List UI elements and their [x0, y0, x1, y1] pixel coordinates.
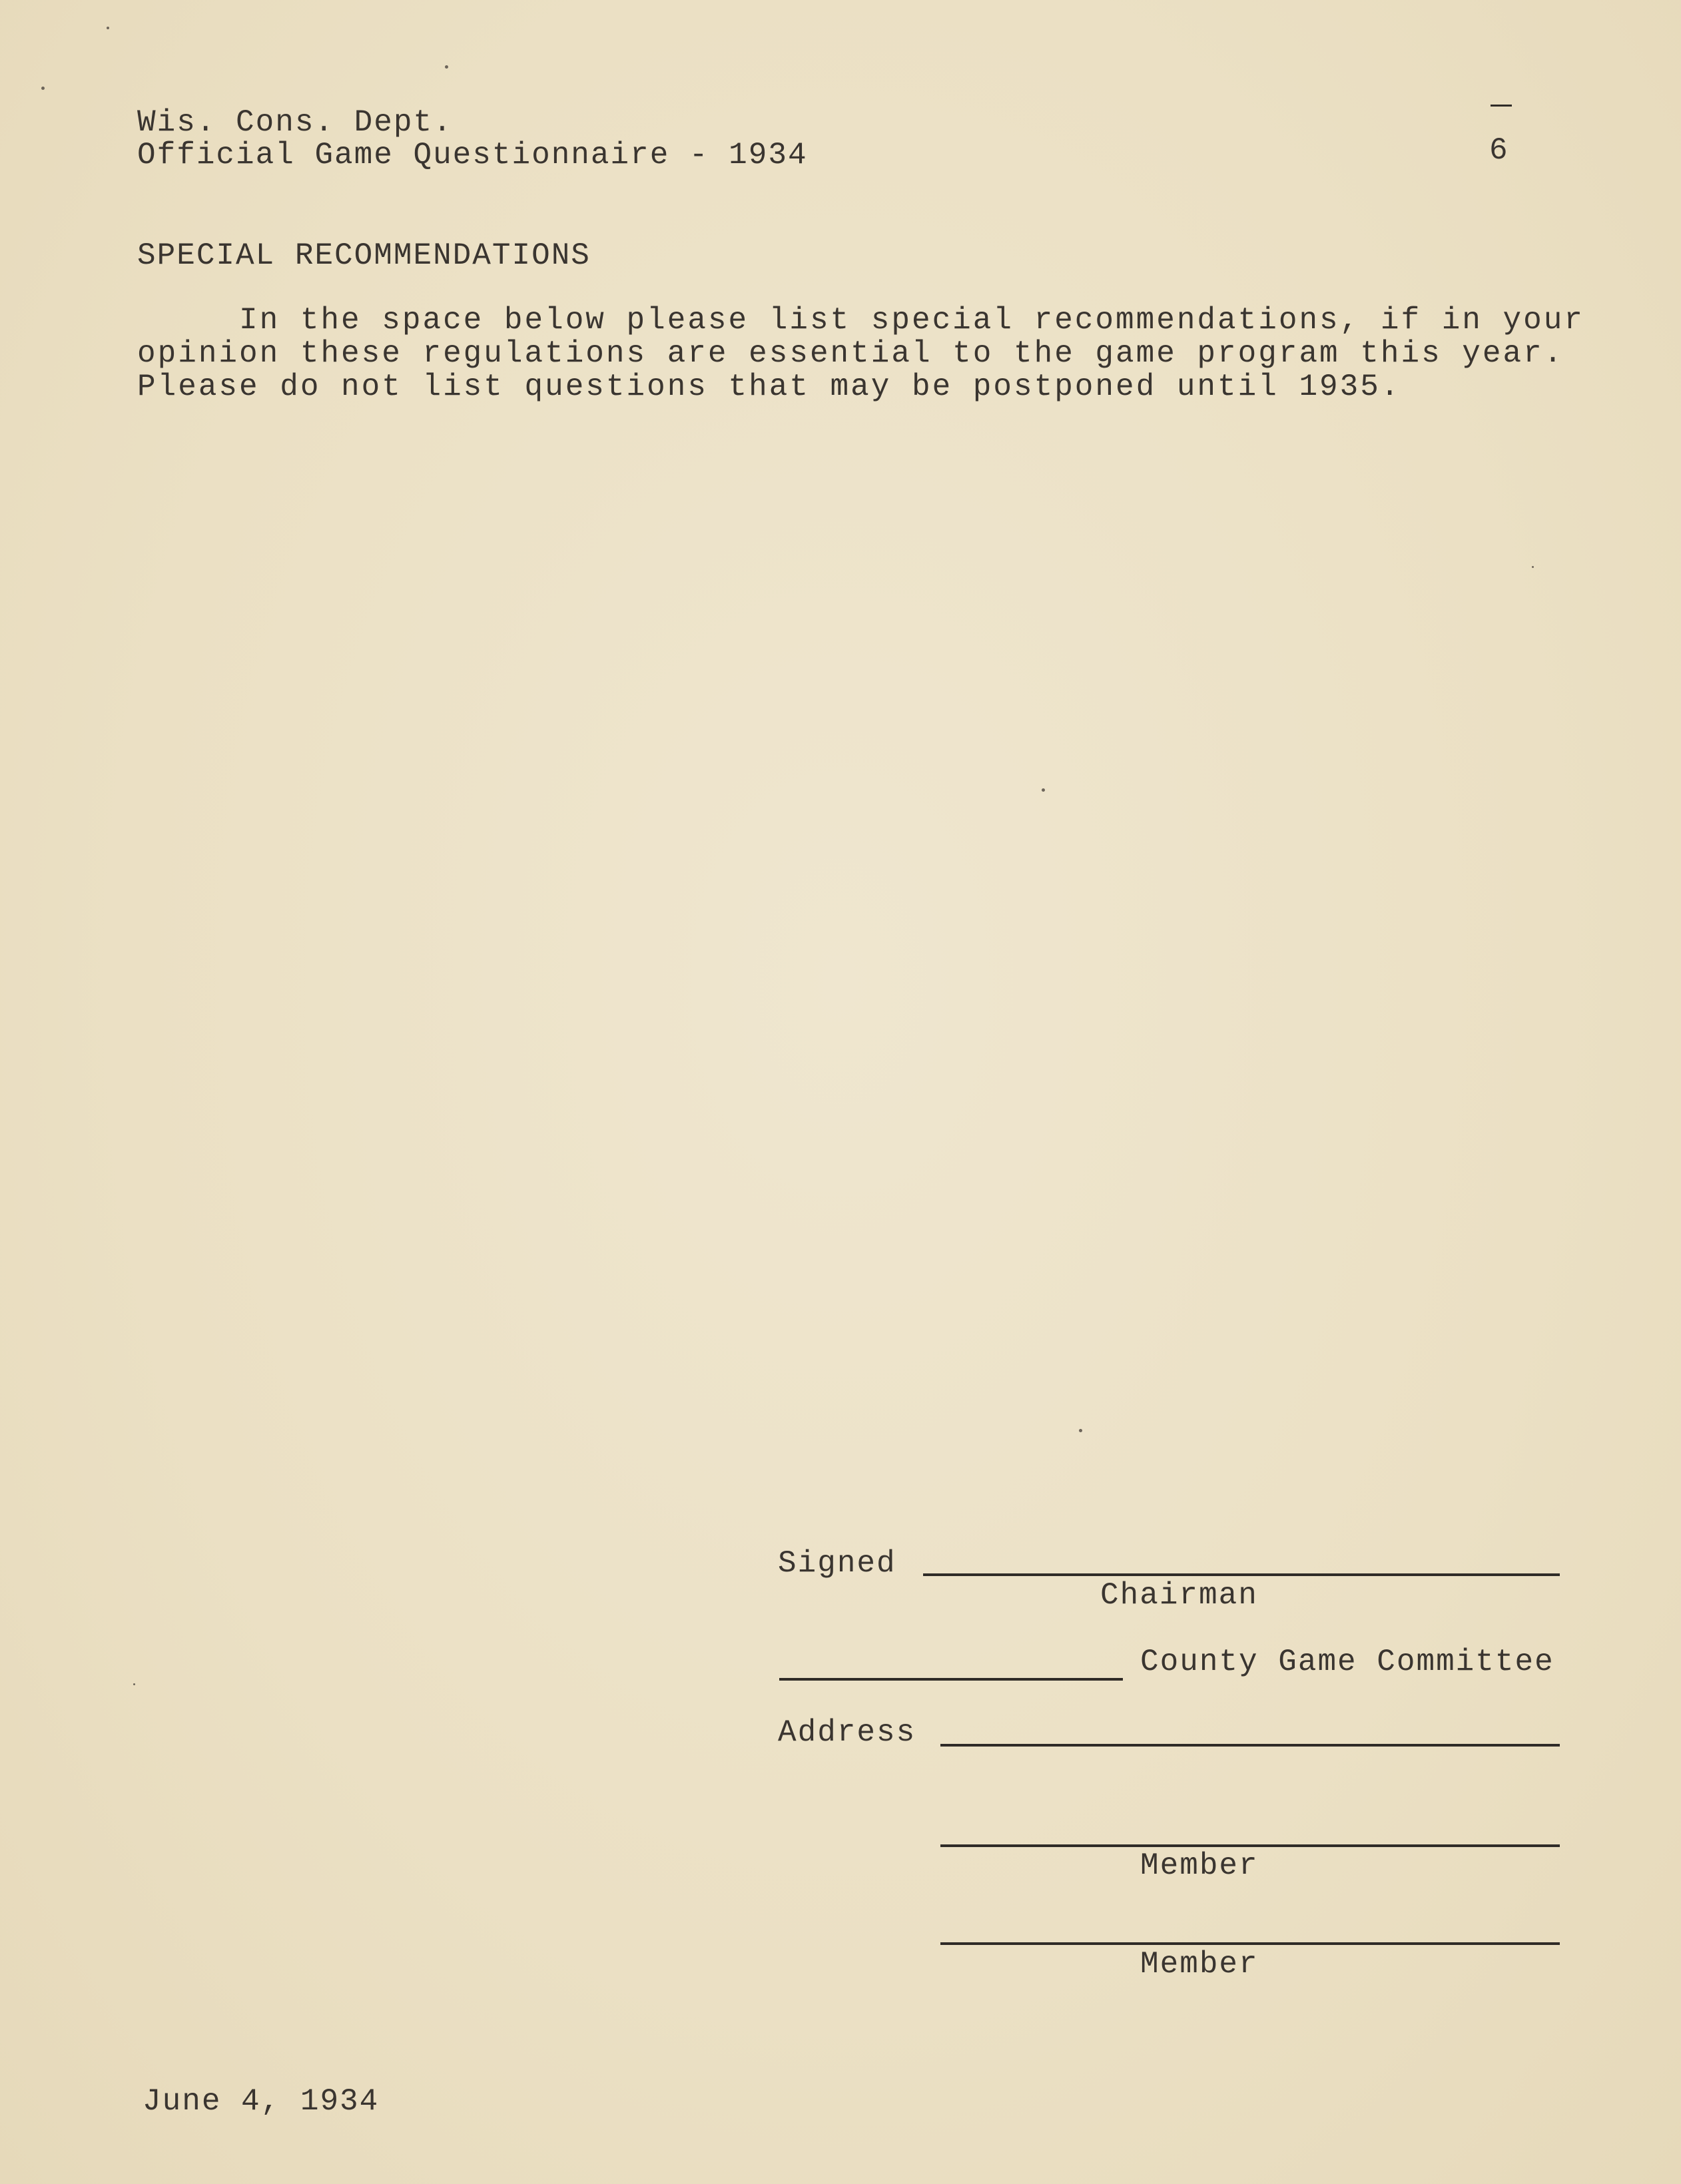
address-line[interactable] [940, 1744, 1560, 1747]
paper-speck [133, 1683, 135, 1685]
signed-label: Signed [778, 1546, 896, 1581]
instruction-line: In the space below please list special recommendations, if in your [137, 303, 1584, 338]
paper-speck [41, 87, 45, 90]
signed-signature-line[interactable] [923, 1573, 1560, 1576]
address-label: Address [778, 1715, 916, 1750]
member-signature-line-1[interactable] [940, 1844, 1560, 1847]
instruction-line: opinion these regulations are essential to the game program this year. [137, 336, 1564, 371]
paper-speck [445, 65, 448, 69]
section-title: SPECIAL RECOMMENDATIONS [137, 238, 591, 273]
member-signature-line-2[interactable] [940, 1942, 1560, 1945]
member-caption-1: Member [1140, 1848, 1259, 1883]
header-department: Wis. Cons. Dept. [137, 105, 453, 140]
paper-speck [1079, 1429, 1082, 1432]
page-number-dash [1491, 105, 1512, 107]
county-signature-line[interactable] [779, 1678, 1123, 1681]
document-date: June 4, 1934 [143, 2084, 380, 2119]
paper-speck [1532, 566, 1534, 568]
paper-speck [107, 27, 109, 29]
committee-caption: County Game Committee [1140, 1645, 1554, 1679]
paper-speck [1042, 788, 1045, 792]
chairman-caption: Chairman [1100, 1578, 1258, 1613]
member-caption-2: Member [1140, 1947, 1259, 1982]
header-questionnaire-title: Official Game Questionnaire - 1934 [137, 138, 808, 172]
instruction-line: Please do not list questions that may be postponed until 1935. [137, 370, 1401, 404]
page-number: 6 [1489, 133, 1509, 168]
